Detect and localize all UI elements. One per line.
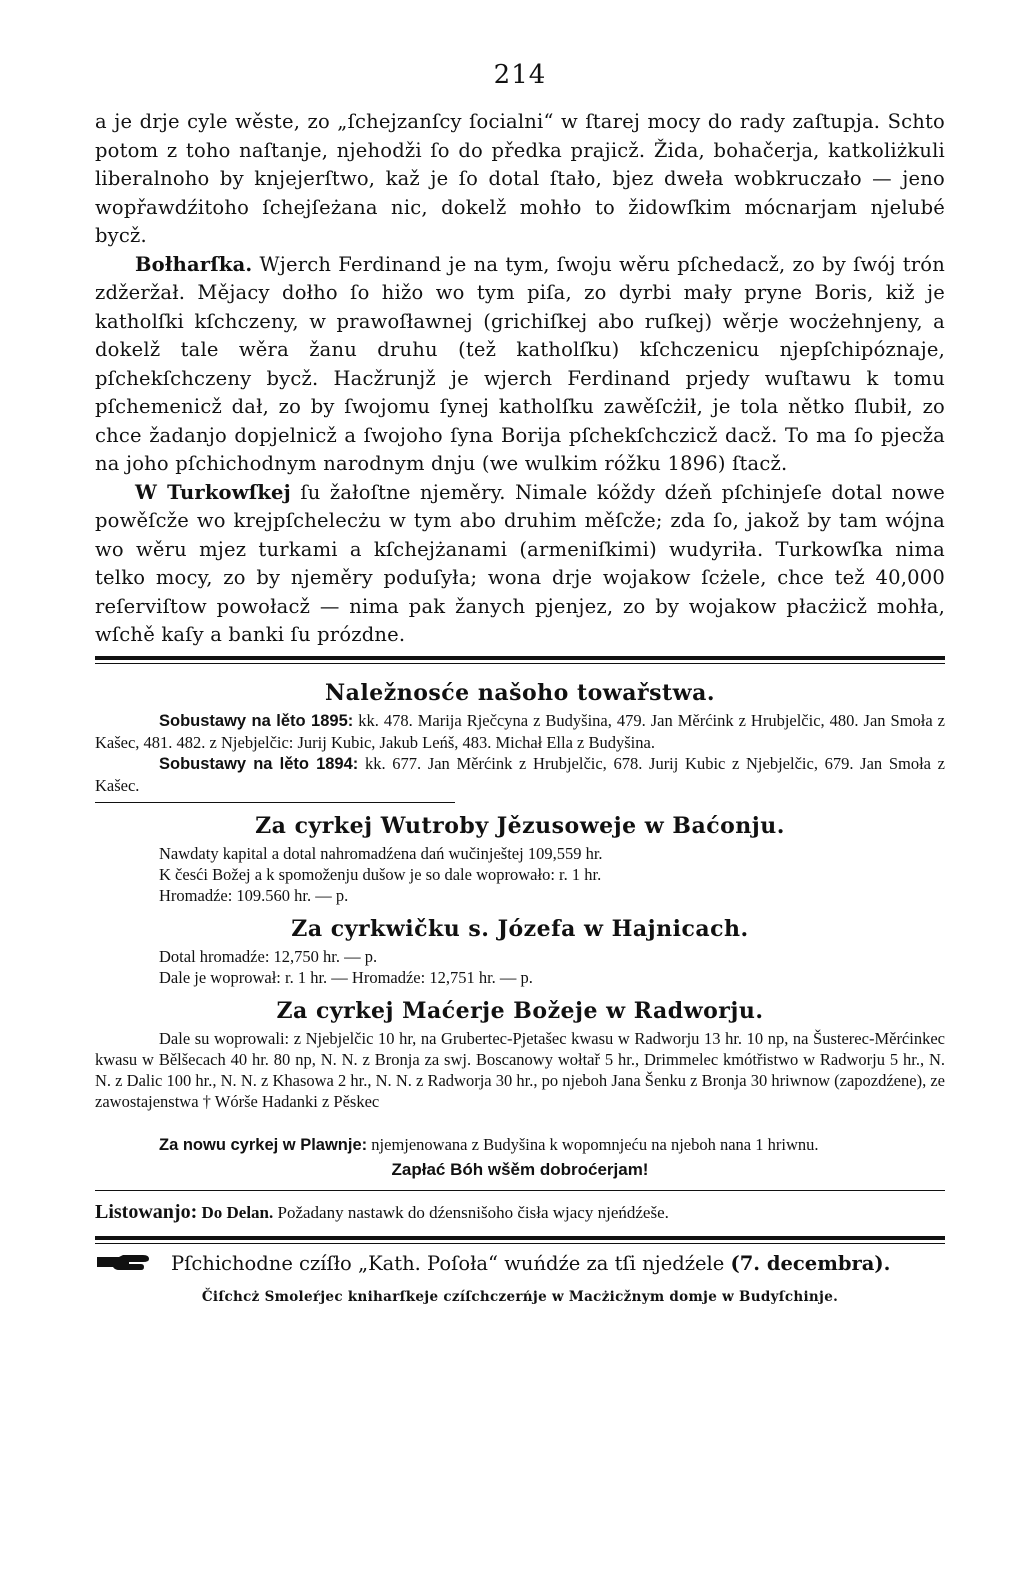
next-issue bbox=[95, 1252, 945, 1275]
dues-1895-label: Sobustawy na lěto 1895: bbox=[159, 711, 354, 730]
plawnje-text: njemjenowana z Budyšina k wopomnjeću na njeboh nana 1 hriwnu. bbox=[371, 1134, 819, 1154]
paragraph-turkey-text: ſu žałoſtne njeměry. Nimale kóždy dźeň pſchinjeſe dotal nowe powěſcže wo krejpſchelecżu w tym abo druhim měſcže; zda ſo, jakož by tam wójna wo wěru mjez turkami a kſchejżanami (armeniſkimi) wudyriła. Turkowſka nima telko mocy, zo by njeměry poduſyła; wona drje wojakow ſcżele, chce tež 40,000 reſerviſtow powołacž — nima pak žanych pjenjez, zo by wojakow płacżicž mohła, wſchě kaſy a banki ſu prózdne. bbox=[95, 480, 945, 646]
listowanjo-label: Listowanjo: bbox=[95, 1200, 198, 1223]
paragraph-bulgaria bbox=[95, 251, 945, 479]
plawnje-note bbox=[95, 1134, 945, 1156]
listowanjo-text: Požadany nastawk do dźensnišoho čisła wjacy njeńdźeše. bbox=[277, 1202, 669, 1222]
printer-imprint: Čiſchcż Smoleŕjec kniharſkeje czíſchczerńje w Macżicžnym domje w Budyſchinje. bbox=[201, 1288, 839, 1305]
hajnicy-line-1: Dotal hromadźe: 12,750 hr. — p. bbox=[159, 946, 378, 966]
divider-thin bbox=[95, 663, 945, 664]
bacon-line-1: Nawdaty kapital a dotal nahromadźena dań wučinještej 109,559 hr. bbox=[159, 843, 603, 863]
radwor-text: Dale su woprowali: z Njebjelčic 10 hr, na Grubertec-Pjetašec kwasu w Radworju 13 hr. 10 np, na Šusterec-Měrćinkec kwasu w Bělšecach 40 hr. 80 np, N. N. z Bronja za swj. Boscanowy wołtař 5 hr., Drimmelec kmótřistwo w Radworju 5 hr., N. N. z Dalic 100 hr., N. N. z Khasowa 2 hr., N. N. z Radworja 30 hr., po njeboh Jana Šenku z Bronja 30 hriwnow (zapozdźene), ze zawostajenstwa † Wórše Hadanki z Pěskec bbox=[95, 1028, 945, 1111]
section-title-dues: Naležnosće našoho towařstwa. bbox=[325, 679, 715, 706]
divider-thick bbox=[95, 656, 945, 660]
dues-1894 bbox=[95, 753, 945, 796]
divider-thick-2 bbox=[95, 1236, 945, 1240]
plawnje-label: Za nowu cyrkej w Plawnje: bbox=[159, 1135, 368, 1154]
hajnicy-line-2: Dale je woprował: r. 1 hr. — Hromadźe: 12,751 hr. — p. bbox=[159, 967, 533, 987]
paragraph-intro-text: a je drje cyle wěste, zo „ſchejzanſcy ſocialni“ w ſtarej mocy do rady zaſtupja. Schto potom z toho naſtanje, njehodži ſo do předka prajicž. Žida, bohačerja, katkoliżkuli liberalnoho by knjejerſtwo, kaž je ſo dotal ſtało, bjez dweła wobkruczało — jeno wopřawdźitoho ſchejſeżana nic, dokelž mohło to židowſkim mócnarjam njelubé bycž. bbox=[95, 110, 945, 247]
next-issue-text: Pſchichodne czíſło „Kath. Poſoła“ wuńdźe za tſi njedźele bbox=[171, 1251, 725, 1275]
listowanjo-to: Do Delan. bbox=[201, 1202, 274, 1222]
section-title-bacon: Za cyrkej Wutroby Jězusoweje w Baćonju. bbox=[255, 812, 785, 839]
dues-1894-label: Sobustawy na lěto 1894: bbox=[159, 754, 359, 773]
page bbox=[95, 60, 945, 1305]
divider-short bbox=[95, 802, 455, 803]
page-number: 214 bbox=[493, 60, 547, 90]
divider-thin-2 bbox=[95, 1243, 945, 1244]
listowanjo bbox=[95, 1201, 945, 1224]
paragraph-turkey-lead: W Turkowſkej bbox=[135, 480, 291, 504]
dues-1895-text: kk. 478. Marija Rječcyna z Budyšina, 479. Jan Měrćink z Hrubjelčic, 480. Jan Smoła z Kašec, 481. 482. z Njebjelčic: Jurij Kubic, Jakub Leńš, 483. Michał Ella z Budyšina. bbox=[95, 710, 945, 752]
paragraph-bulgaria-text: Wjerch Ferdinand je na tym, ſwoju wěru pſchedacž, zo by ſwój trón zdžeržał. Mějacy dołho ſo hižo wo tym piſa, zo dyrbi mały pryne Boris, kiž je katholſki kſchczeny, w prawoſławnej (grichiſkej abo ruſkej) wěrje wocżehnjeny, a dokelž tale wěra žanu druhu (tež katholſku) kſchczenicu njepſchipóznaje, pſchekſchczeny bycž. Hacžrunjž je wjerch Ferdinand prjedy wuſtawu k tomu pſchemenicž dał, zo by ſwojomu ſynej katholſku zawěſcżił, je tola nětko ſlubił, zo chce žadanjo dopjelnicž a ſwojoho ſyna Borija pſchekſchczicž dacž. To ma ſo pjecža na joho pſchichodnym narodnym dnju (we wulkim róžku 1896) ſtacž. bbox=[95, 252, 946, 475]
dues-1895 bbox=[95, 710, 945, 753]
paragraph-intro bbox=[95, 108, 945, 251]
dues-1894-text: kk. 677. Jan Měrćink z Hrubjelčic, 678. Jurij Kubic z Njebjelčic, 679. Jan Smoła z Kašec. bbox=[95, 753, 945, 795]
bacon-line-2: K česći Božej a k spomoženju dušow je so dale woprowało: r. 1 hr. bbox=[159, 864, 602, 884]
paragraph-bulgaria-lead: Bołharſka. bbox=[135, 252, 253, 276]
next-issue-date: (7. decembra). bbox=[730, 1251, 891, 1275]
divider-listowanjo bbox=[95, 1190, 945, 1191]
bacon-line-3: Hromadźe: 109.560 hr. — p. bbox=[159, 885, 349, 905]
pointing-hand-icon bbox=[95, 1253, 153, 1273]
paragraph-turkey bbox=[95, 479, 945, 650]
thanks-line: Zapłać Bóh wšěm dobroćerjam! bbox=[391, 1159, 649, 1179]
section-title-radwor: Za cyrkej Maćerje Božeje w Radworju. bbox=[276, 997, 764, 1024]
section-title-hajnicy: Za cyrkwičku s. Józefa w Hajnicach. bbox=[291, 915, 749, 942]
